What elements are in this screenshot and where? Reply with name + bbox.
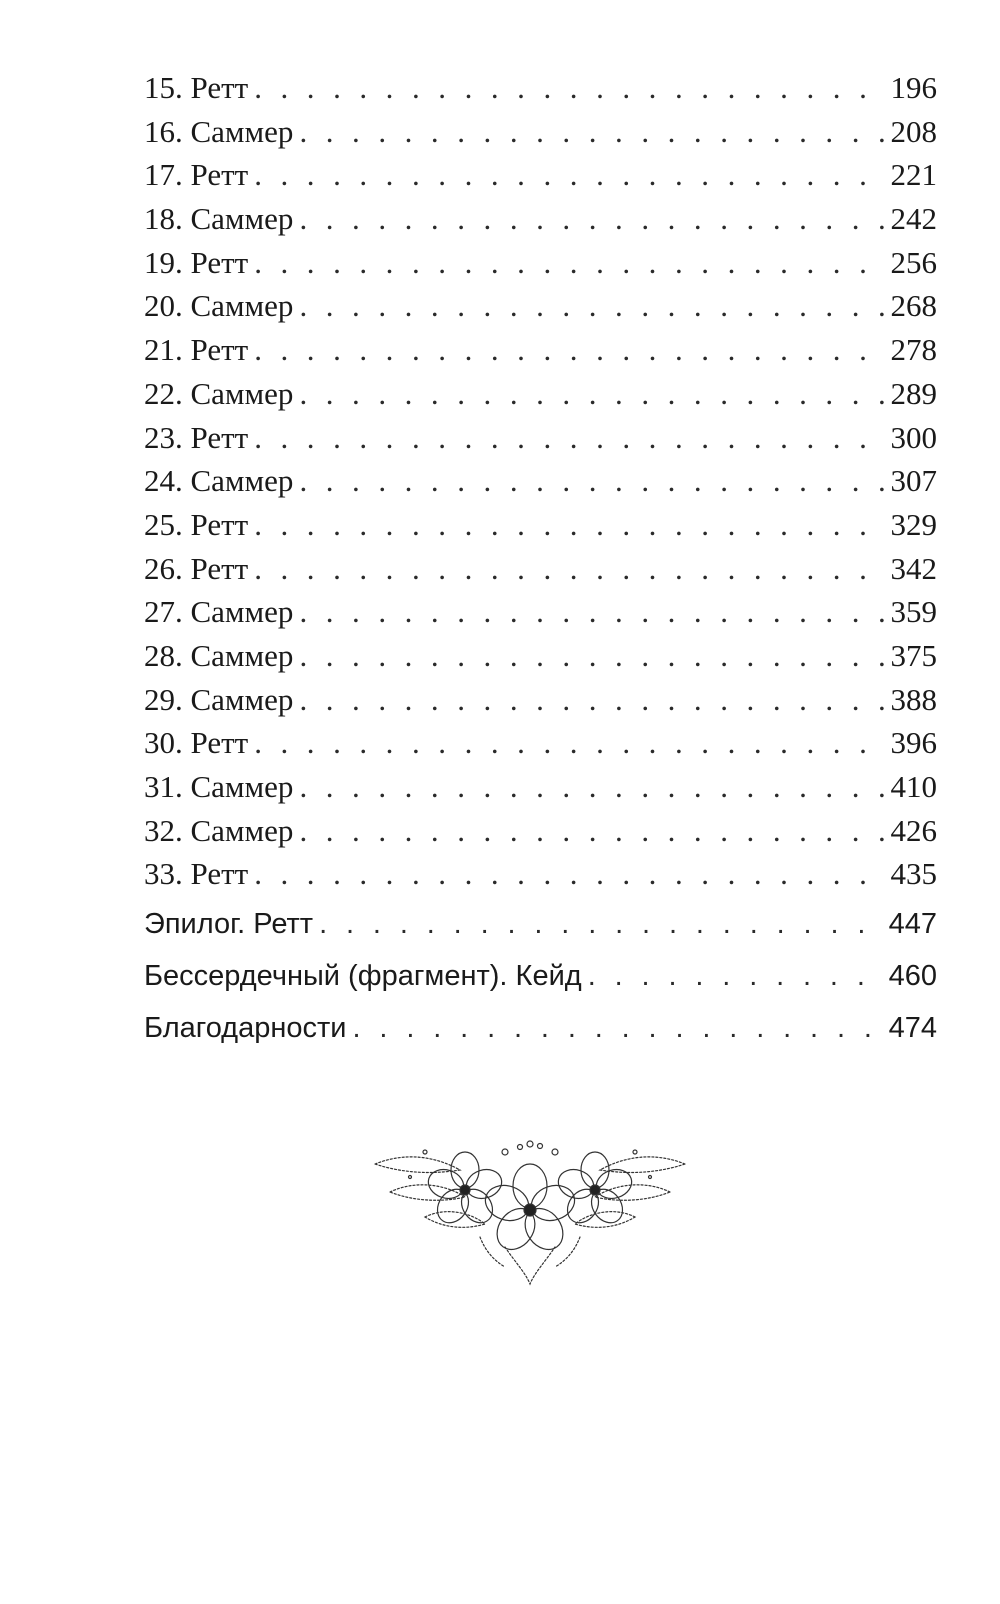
toc-entry-page: 388: [890, 681, 937, 717]
dot-leader: [299, 288, 886, 324]
toc-entry: [144, 114, 937, 158]
toc-entry-page: 329: [890, 506, 937, 542]
toc-entry-title: 32. Саммер: [144, 812, 294, 848]
toc-entry-title: 28. Саммер: [144, 637, 294, 673]
toc-entry-title: 21. Ретт: [144, 332, 249, 368]
toc-entry-title: 30. Ретт: [144, 725, 249, 761]
floral-ornament-icon: [365, 1122, 695, 1287]
dot-leader: [299, 682, 886, 718]
toc-entry-page: 375: [890, 637, 937, 673]
table-of-contents: [144, 70, 937, 1064]
toc-entry-title: 16. Саммер: [144, 113, 294, 149]
toc-entry: [144, 376, 937, 420]
toc-entry-page: 474: [888, 1012, 937, 1045]
toc-entry-page: 460: [888, 960, 937, 993]
toc-entry-page: 256: [890, 244, 937, 280]
dot-leader: [299, 769, 886, 805]
toc-entry: [144, 463, 937, 507]
dot-leader: [299, 201, 886, 237]
toc-entry-title: Бессердечный (фрагмент). Кейд: [144, 960, 582, 993]
toc-entry-title: 15. Ретт: [144, 70, 249, 105]
toc-entry-fragment: [144, 960, 937, 1012]
dot-leader: [254, 420, 886, 456]
dot-leader: [254, 332, 886, 368]
toc-entry-title: 22. Саммер: [144, 375, 294, 411]
toc-entry: [144, 638, 937, 682]
toc-entry: [144, 201, 937, 245]
toc-entry-page: 307: [890, 463, 937, 499]
toc-entry-acknowledgements: [144, 1012, 937, 1064]
dot-leader: [353, 1012, 885, 1045]
dot-leader: [254, 245, 886, 281]
toc-entry-page: 196: [890, 70, 937, 105]
toc-entry: [144, 594, 937, 638]
toc-entry-page: 268: [890, 288, 937, 324]
toc-entry-title: 33. Ретт: [144, 856, 249, 892]
dot-leader: [254, 725, 886, 761]
toc-entry-title: Благодарности: [144, 1012, 347, 1045]
toc-entry-page: 435: [890, 856, 937, 892]
toc-entry-page: 300: [890, 419, 937, 455]
toc-entry: [144, 332, 937, 376]
toc-entry-title: 19. Ретт: [144, 244, 249, 280]
dot-leader: [299, 376, 886, 412]
toc-entry-page: 221: [890, 157, 937, 193]
toc-entry-title: Эпилог. Ретт: [144, 908, 314, 941]
toc-entry-page: 242: [890, 201, 937, 237]
toc-entry: [144, 288, 937, 332]
dot-leader: [299, 594, 886, 630]
toc-entry-page: 278: [890, 332, 937, 368]
toc-entry-page: 447: [888, 908, 937, 941]
toc-entry-epilogue: [144, 908, 937, 960]
toc-entry-title: 27. Саммер: [144, 594, 294, 630]
toc-entry: [144, 157, 937, 201]
toc-entry: [144, 507, 937, 551]
dot-leader: [254, 157, 886, 193]
toc-entry-title: 29. Саммер: [144, 681, 294, 717]
toc-entry-page: 208: [890, 113, 937, 149]
toc-entry-page: 410: [890, 769, 937, 804]
toc-entry-title: 17. Ретт: [144, 157, 249, 193]
toc-entry-title: 23. Ретт: [144, 419, 249, 455]
toc-entry-page: 426: [890, 812, 937, 848]
toc-entry-title: 31. Саммер: [144, 769, 294, 804]
toc-entry-page: 396: [890, 725, 937, 761]
toc-entry-title: 26. Ретт: [144, 550, 249, 586]
toc-entry: [144, 725, 937, 769]
dot-leader: [254, 70, 886, 106]
dot-leader: [254, 856, 886, 892]
toc-entry: [144, 245, 937, 289]
dot-leader: [299, 114, 886, 150]
dot-leader: [319, 908, 885, 941]
toc-entry: [144, 420, 937, 464]
toc-entry-page: 359: [890, 594, 937, 630]
dot-leader: [254, 551, 886, 587]
toc-entry-title: 18. Саммер: [144, 201, 294, 237]
toc-entry: [144, 70, 937, 114]
toc-entry: [144, 551, 937, 595]
dot-leader: [299, 638, 886, 674]
toc-entry-page: 289: [890, 375, 937, 411]
toc-entry-title: 24. Саммер: [144, 463, 294, 499]
toc-entry: [144, 856, 937, 900]
dot-leader: [299, 463, 886, 499]
dot-leader: [254, 507, 886, 543]
toc-entry: [144, 682, 937, 726]
toc-entry-title: 20. Саммер: [144, 288, 294, 324]
dot-leader: [588, 960, 885, 993]
toc-entry: [144, 813, 937, 857]
toc-entry: [144, 769, 937, 813]
dot-leader: [299, 813, 886, 849]
toc-entry-title: 25. Ретт: [144, 506, 249, 542]
toc-entry-page: 342: [890, 550, 937, 586]
